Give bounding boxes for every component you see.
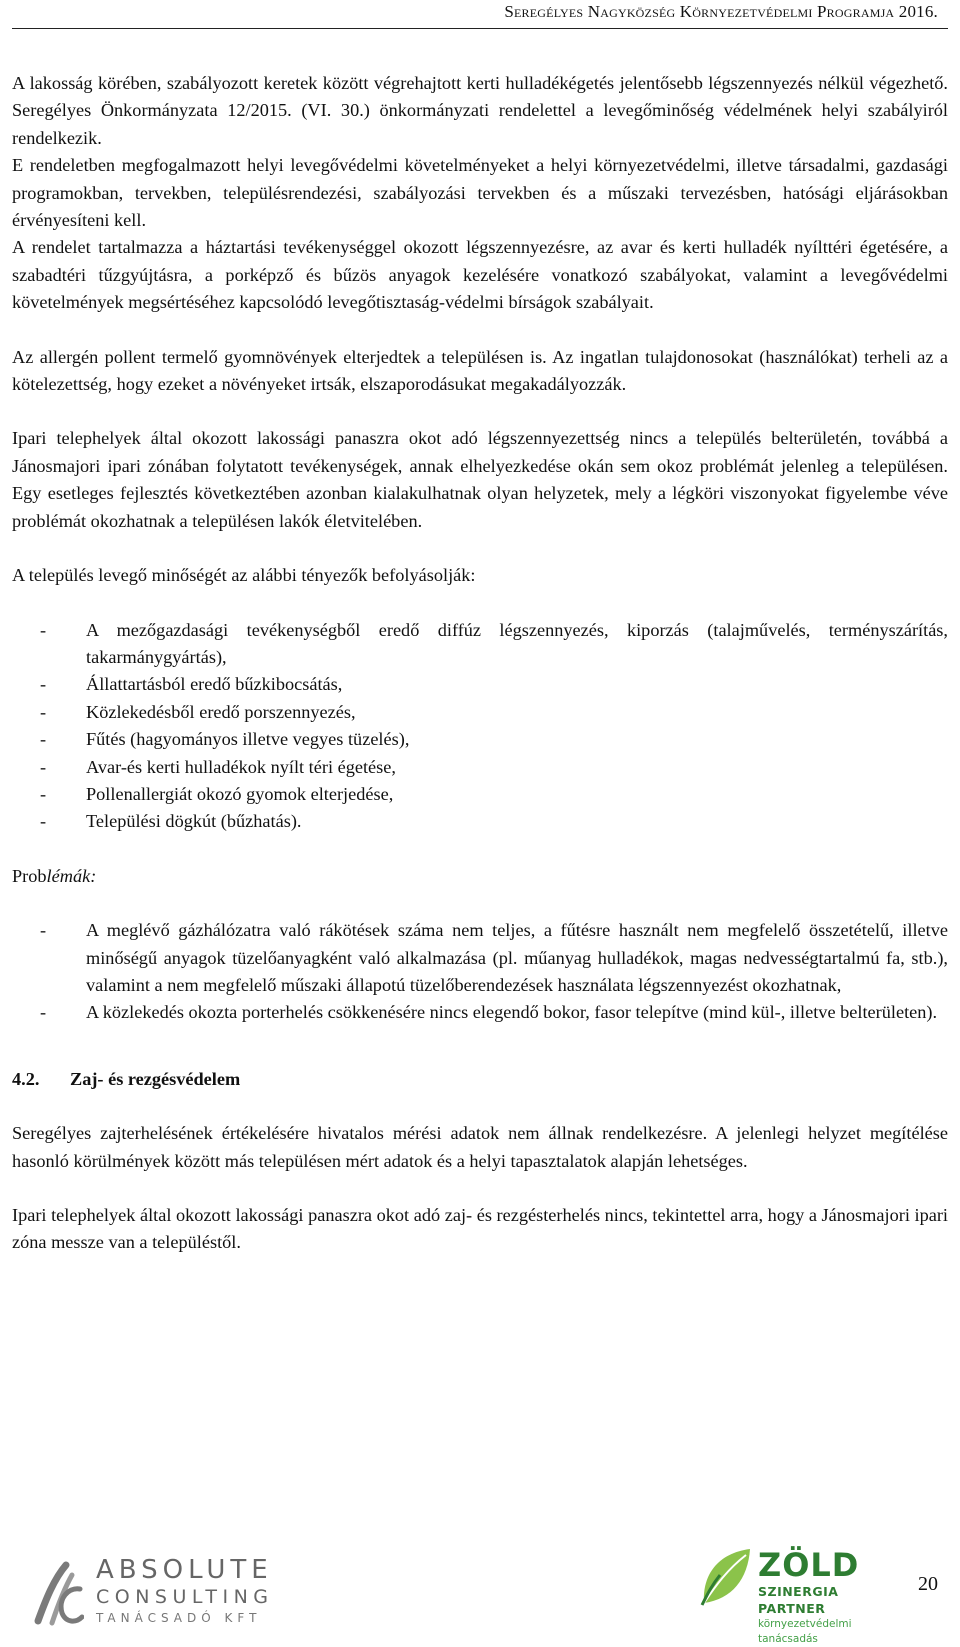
list-dash: - <box>40 811 47 832</box>
paragraph: Seregélyes zajterhelésének értékelésére hivatalos mérési adatok nem állnak rendelkezésre. A jelenlegi helyzet megítélése hasonló körülmények között más településen mért adatok és a helyi tapasztalatok alapján lehetséges. <box>12 1123 948 1171</box>
list-dash: - <box>40 920 47 941</box>
logo-line: ZÖLD <box>758 1546 860 1584</box>
list-dash: - <box>40 783 47 804</box>
list-dash: - <box>40 729 47 750</box>
page-number: 20 <box>918 1573 938 1595</box>
problems-label-italic: lémák: <box>46 865 97 886</box>
problems-list <box>12 917 948 1027</box>
problems-label-start: Prob <box>12 865 47 886</box>
document-body <box>12 70 948 1257</box>
paragraph: Ipari telephelyek által okozott lakossági panaszra okot adó légszennyezettség nincs a település belterületén, továbbá a Jánosmajori ipari zónában folytatott tevékenységek, annak elhelyezkedése okán sem okoz problémát jelenleg a településen. Egy esetleges fejlesztés következtében azonban kialakulhatnak olyan helyzetek, mely a légköri viszonyokat figyelembe véve problémát okozhatnak a településen lakók életvitelében. <box>12 428 948 531</box>
absolute-consulting-mark-icon <box>28 1559 84 1629</box>
section-heading <box>12 1066 948 1093</box>
list-item <box>12 781 948 808</box>
header-rule <box>12 28 948 29</box>
paragraph: A település levegő minőségét az alábbi tényezők befolyásolják: <box>12 565 476 586</box>
logo-line: TANÁCSADÓ KFT <box>96 1611 262 1625</box>
page-footer <box>0 1545 960 1645</box>
paragraph: Az allergén pollent termelő gyomnövények elterjedtek a településen is. Az ingatlan tulajdonosokat (használókat) terheli az a kötelezettség, hogy ezeket a növényeket irtsák, elszaporodásukat megakadályozzák. <box>12 346 948 395</box>
factors-list <box>12 617 948 836</box>
list-item <box>12 726 948 753</box>
leaf-icon <box>698 1545 756 1609</box>
running-header: Seregélyes Nagyközség Környezetvédelmi Programja 2016. <box>504 2 938 21</box>
list-dash: - <box>40 619 47 640</box>
absolute-consulting-logo <box>28 1555 278 1631</box>
list-item <box>12 617 948 672</box>
list-item-text: Pollenallergiát okozó gyomok elterjedése, <box>86 783 394 804</box>
list-item <box>12 671 948 698</box>
paragraph: A lakosság körében, szabályozott keretek között végrehajtott kerti hulladékégetés jelentősebb légszennyezés nélkül végezhető. Seregélyes Önkormányzata 12/2015. (VI. 30.) önkormányzati rendelettel a levegőminőség védelmének helyi szabályiról rendelkezik. <box>12 73 948 148</box>
list-item <box>12 917 948 999</box>
list-item <box>12 808 948 835</box>
list-dash: - <box>40 701 47 722</box>
section-title: Zaj- és rezgésvédelem <box>70 1068 241 1089</box>
logo-line: környezetvédelmi tanácsadás <box>758 1618 852 1645</box>
logo-line: CONSULTING <box>96 1586 274 1608</box>
list-item-text: Állattartásból eredő bűzkibocsátás, <box>86 674 343 695</box>
logo-line: SZINERGIA PARTNER <box>758 1584 839 1616</box>
list-item-text: A meglévő gázhálózatra való rákötések száma nem teljes, a fűtésre használt nem megfelelő összetételű, illetve minőségű anyagok tüzelőanyagként való alkalmazása (pl. műanyag hulladékok, magas nedvességtartalmú fa, stb.), valamint a nem megfelelő műszaki állapotú tüzelőberendezések használata légszennyezést okozhatnak, <box>86 920 948 995</box>
paragraph: E rendeletben megfogalmazott helyi levegővédelmi követelményeket a helyi környezetvédelmi, illetve társadalmi, gazdasági programokban, tervekben, településrendezési, szabályozási tervekben és a műszaki tervezésben, hatósági eljárásokban érvényesíteni kell. <box>12 155 948 231</box>
list-item <box>12 999 948 1026</box>
zold-szinergia-logo <box>694 1545 894 1645</box>
list-item-text: A közlekedés okozta porterhelés csökkenésére nincs elegendő bokor, fasor telepítve (mind kül-, illetve belterületen). <box>86 1002 938 1023</box>
paragraph: Ipari telephelyek által okozott lakossági panaszra okot adó zaj- és rezgésterhelés nincs, tekintettel arra, hogy a Jánosmajori ipari zóna messze van a településtől. <box>12 1205 948 1253</box>
zold-wordmark <box>758 1547 894 1647</box>
paragraph: A rendelet tartalmazza a háztartási tevékenységgel okozott légszennyezésre, az avar és kerti hulladék nyílttéri égetésére, a szabadtéri tűzgyújtásra, a porképző és bűzös anyagok kezelésére vonatkozó szabályokat, valamint a levegővédelmi követelmények megsértéséhez kapcsolódó levegőtisztaság-védelmi bírságok szabályait. <box>12 237 948 313</box>
list-item-text: Fűtés (hagyományos illetve vegyes tüzelés), <box>86 729 410 750</box>
list-item <box>12 699 948 726</box>
list-item-text: Közlekedésből eredő porszennyezés, <box>86 701 356 722</box>
problems-label <box>12 863 948 890</box>
list-dash: - <box>40 1002 47 1023</box>
list-dash: - <box>40 756 47 777</box>
list-item-text: A mezőgazdasági tevékenységből eredő diffúz légszennyezés, kiporzás (talajművelés, terményszárítás, takarmánygyártás), <box>86 619 948 667</box>
list-dash: - <box>40 674 47 695</box>
section-number: 4.2. <box>12 1068 40 1089</box>
logo-line: ABSOLUTE <box>96 1555 273 1585</box>
list-item-text: Települési dögkút (bűzhatás). <box>86 811 302 832</box>
absolute-consulting-wordmark <box>96 1555 274 1627</box>
list-item-text: Avar-és kerti hulladékok nyílt téri égetése, <box>86 756 396 777</box>
list-item <box>12 754 948 781</box>
